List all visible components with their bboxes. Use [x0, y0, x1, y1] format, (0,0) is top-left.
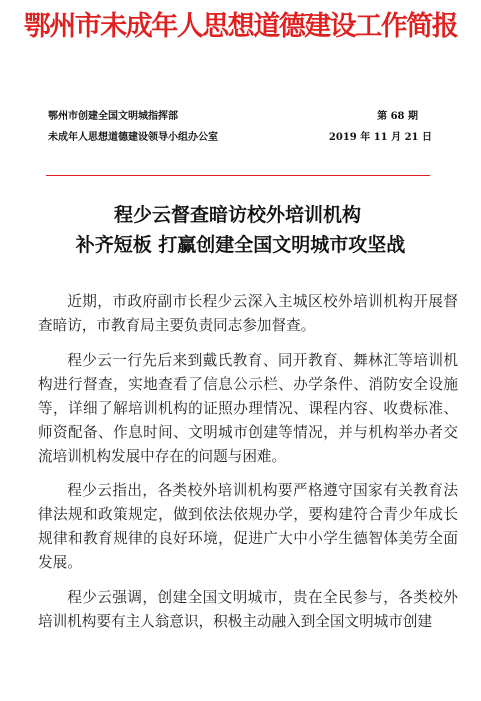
issue-date: 2019 年 11 月 21 日: [328, 132, 432, 143]
article-paragraph-1: 近期，市政府副市长程少云深入主城区校外培训机构开展督查暗访，市教育局主要负责同志参加督查。: [38, 293, 458, 334]
article-paragraph-3: 程少云指出，各类校外培训机构要严格遵守国家有关教育法律法规和政策规定，做到依法依规办学，要构建符合青少年成长规律和教育规律的良好环境，促进广大中小学生德智体美劳全面发展。: [38, 482, 458, 571]
issue-number: 第 68 期: [377, 111, 418, 122]
red-divider-line: [46, 175, 430, 176]
article-body: [38, 290, 458, 644]
article-paragraph-2: 程少云一行先后来到戴氏教育、同开教育、舞林汇等培训机构进行督查，实地查看了信息公示栏、办学条件、消防安全设施等，详细了解培训机构的证照办理情况、课程内容、收费标准、师资配备、作息时间、文明城市创建等情况，并与机构举办者交流培训机构发展中存在的问题与困难。: [38, 351, 458, 465]
issuer-office-1: 鄂州市创建全国文明城指挥部: [48, 111, 178, 122]
bulletin-masthead: 鄂州市未成年人思想道德建设工作简报: [23, 11, 458, 42]
article-headline-line-2: 补齐短板 打赢创建全国文明城市攻坚战: [75, 234, 406, 256]
article-headline-line-1: 程少云督查暗访校外培训机构: [113, 204, 361, 226]
issuer-row-1: [48, 110, 432, 124]
issuer-row-2: [48, 131, 432, 145]
issuer-office-2: 未成年人思想道德建设领导小组办公室: [48, 132, 218, 143]
article-paragraph-4: 程少云强调，创建全国文明城市，贵在全民参与，各类校外培训机构要有主人翁意识，积极主动融入到全国文明城市创建: [38, 588, 458, 630]
